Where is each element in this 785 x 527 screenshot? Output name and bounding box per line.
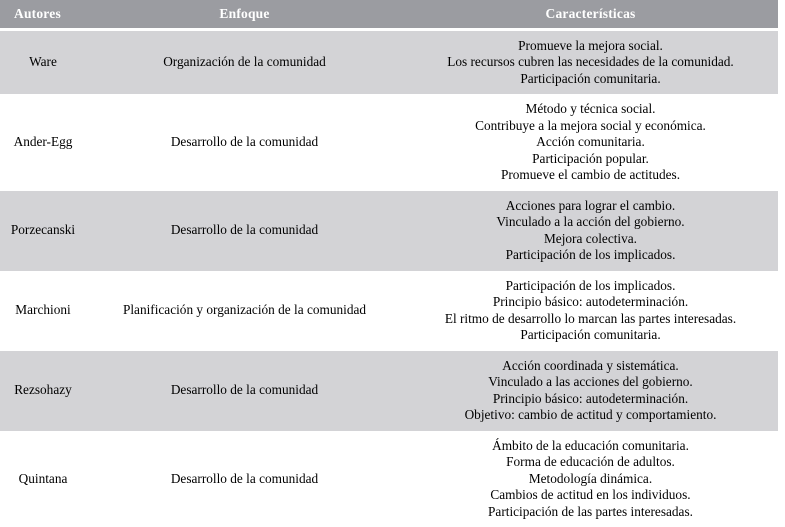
cell-caracteristicas	[403, 191, 778, 271]
table-header-row	[0, 0, 778, 28]
caracteristica-line: Los recursos cubren las necesidades de la comunidad.	[405, 54, 776, 71]
caracteristica-line: Participación de los implicados.	[405, 278, 776, 295]
caracteristica-line: Contribuye a la mejora social y económica.	[405, 118, 776, 135]
caracteristica-line: Participación de las partes interesadas.	[405, 504, 776, 521]
caracteristica-line: Acción comunitaria.	[405, 134, 776, 151]
cell-enfoque: Organización de la comunidad	[86, 31, 403, 95]
cell-autores: Porzecanski	[0, 191, 86, 271]
cell-caracteristicas	[403, 431, 778, 527]
cell-caracteristicas	[403, 94, 778, 191]
cell-autores: Quintana	[0, 431, 86, 527]
caracteristica-line: Metodología dinámica.	[405, 471, 776, 488]
caracteristica-line: Participación comunitaria.	[405, 327, 776, 344]
caracteristica-line: Cambios de actitud en los individuos.	[405, 487, 776, 504]
table-row	[0, 191, 778, 271]
cell-enfoque: Desarrollo de la comunidad	[86, 94, 403, 191]
table-body	[0, 28, 778, 527]
caracteristica-line: Participación popular.	[405, 151, 776, 168]
caracteristica-line: Vinculado a la acción del gobierno.	[405, 214, 776, 231]
column-header-caracteristicas: Características	[403, 0, 778, 28]
cell-autores: Rezsohazy	[0, 351, 86, 431]
table-row	[0, 431, 778, 527]
caracteristica-line: Acción coordinada y sistemática.	[405, 358, 776, 375]
cell-caracteristicas	[403, 31, 778, 95]
cell-autores: Ware	[0, 31, 86, 95]
cell-enfoque: Desarrollo de la comunidad	[86, 191, 403, 271]
cell-enfoque: Desarrollo de la comunidad	[86, 351, 403, 431]
cell-autores: Marchioni	[0, 271, 86, 351]
cell-caracteristicas	[403, 271, 778, 351]
cell-caracteristicas	[403, 351, 778, 431]
table-row	[0, 31, 778, 95]
caracteristica-line: Método y técnica social.	[405, 101, 776, 118]
column-header-autores: Autores	[0, 0, 86, 28]
column-header-enfoque: Enfoque	[86, 0, 403, 28]
caracteristica-line: Objetivo: cambio de actitud y comportamiento.	[405, 407, 776, 424]
cell-autores: Ander-Egg	[0, 94, 86, 191]
caracteristica-line: Mejora colectiva.	[405, 231, 776, 248]
caracteristica-line: Promueve el cambio de actitudes.	[405, 167, 776, 184]
caracteristica-line: Promueve la mejora social.	[405, 38, 776, 55]
caracteristica-line: Forma de educación de adultos.	[405, 454, 776, 471]
caracteristica-line: Principio básico: autodeterminación.	[405, 391, 776, 408]
caracteristica-line: Participación comunitaria.	[405, 71, 776, 88]
caracteristica-line: El ritmo de desarrollo lo marcan las partes interesadas.	[405, 311, 776, 328]
table-header	[0, 0, 778, 28]
caracteristica-line: Ámbito de la educación comunitaria.	[405, 438, 776, 455]
table-row	[0, 351, 778, 431]
table-row	[0, 94, 778, 191]
cell-enfoque: Desarrollo de la comunidad	[86, 431, 403, 527]
caracteristica-line: Participación de los implicados.	[405, 247, 776, 264]
caracteristica-line: Acciones para lograr el cambio.	[405, 198, 776, 215]
cell-enfoque: Planificación y organización de la comunidad	[86, 271, 403, 351]
caracteristica-line: Principio básico: autodeterminación.	[405, 294, 776, 311]
table-row	[0, 271, 778, 351]
caracteristica-line: Vinculado a las acciones del gobierno.	[405, 374, 776, 391]
